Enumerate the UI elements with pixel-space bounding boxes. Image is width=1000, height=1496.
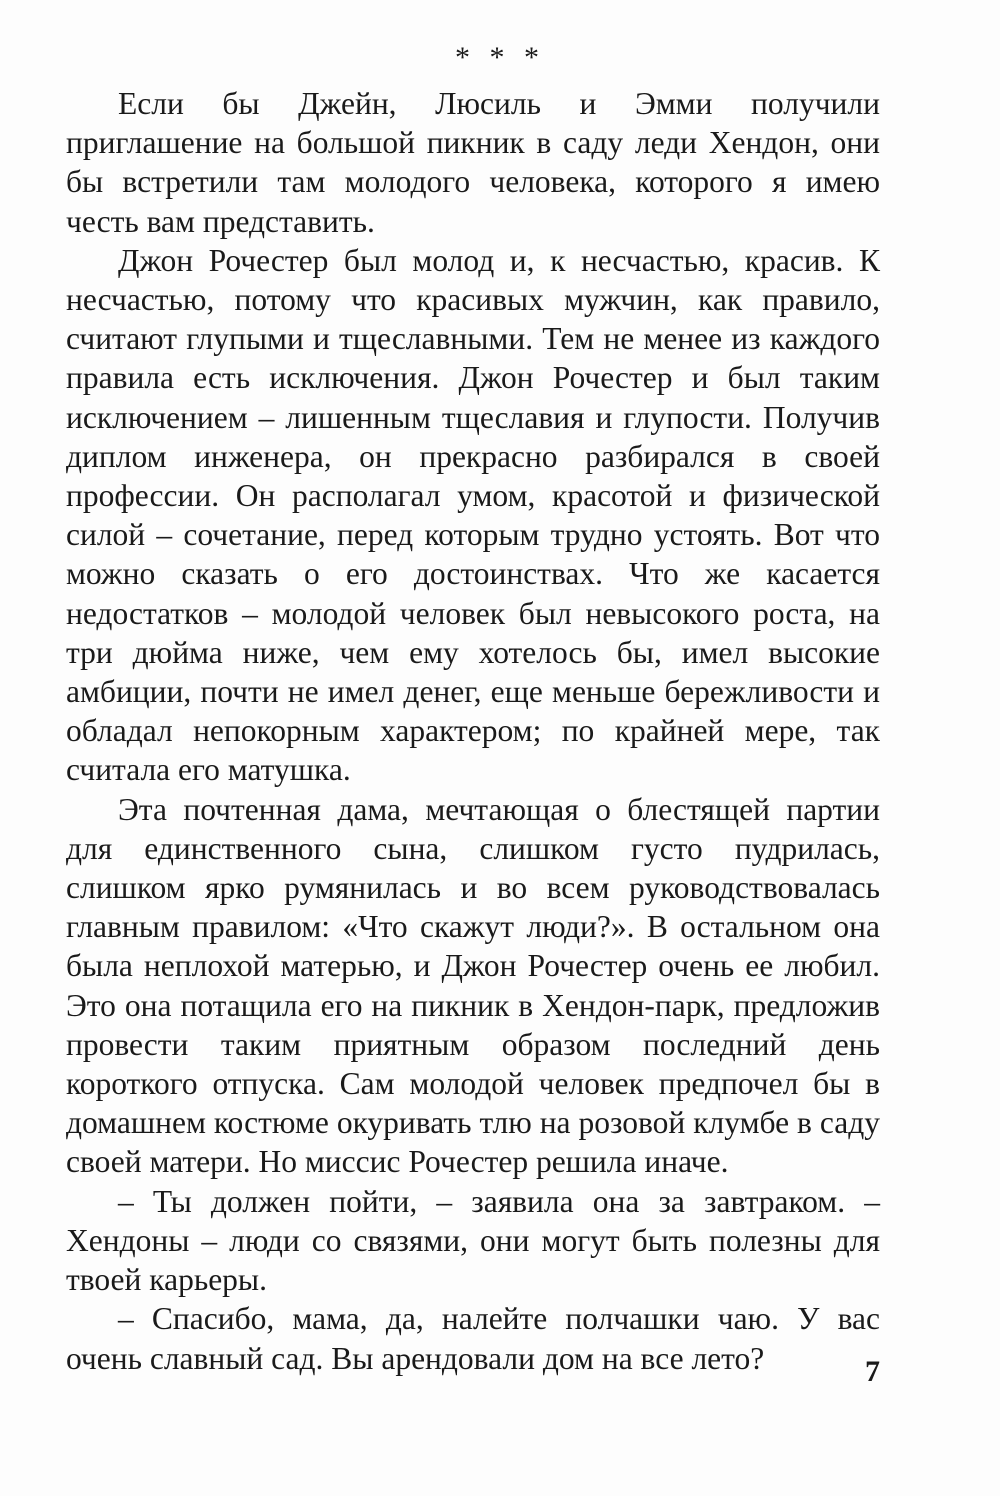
paragraph-4: – Ты должен пойти, – заявила она за завтраком. – Хендоны – люди со связями, они могут быть полезны для твоей карьеры. (66, 1183, 880, 1298)
page-number: 7 (865, 1355, 880, 1388)
paragraph-2: Джон Рочестер был молод и, к несчастью, красив. К несчастью, потому что красивых мужчин, как правило, считают глупыми и тщеславными. Тем не менее из каждого правила есть исключения. Джон Рочестер и был таким исключением – лишенным тщеславия и глупости. Получив диплом инженера, он прекрасно разбирался в своей профессии. Он располагал умом, красотой и физической силой – сочетание, перед которым трудно устоять. Вот что можно сказать о его достоинствах. Что же касается недостатков – молодой человек был невысокого роста, на три дюйма ниже, чем ему хотелось бы, имел высокие амбиции, почти не имел денег, еще меньше бережливости и обладал непокорным характером; по крайней мере, так считала его матушка. (66, 242, 880, 788)
paragraph-5: – Спасибо, мама, да, налейте полчашки чаю. У вас очень славный сад. Вы арендовали дом на все лето? (66, 1301, 880, 1376)
body-text (66, 84, 880, 1378)
section-separator: * * * (455, 41, 545, 74)
paragraph-1: Если бы Джейн, Люсиль и Эмми получили приглашение на большой пикник в саду леди Хендон, они бы встретили там молодого человека, которого я имею честь вам представить. (66, 86, 880, 239)
paragraph-3: Эта почтенная дама, мечтающая о блестящей партии для единственного сына, слишком густо пудрилась, слишком ярко румянилась и во всем руководствовалась главным правилом: «Что скажут люди?». В остальном она была неплохой матерью, и Джон Рочестер очень ее любил. Это она потащила его на пикник в Хендон-парк, предложив провести таким приятным образом последний день короткого отпуска. Сам молодой человек предпочел бы в домашнем костюме окуривать тлю на розовой клумбе в саду своей матери. Но миссис Рочестер решила иначе. (66, 791, 880, 1180)
